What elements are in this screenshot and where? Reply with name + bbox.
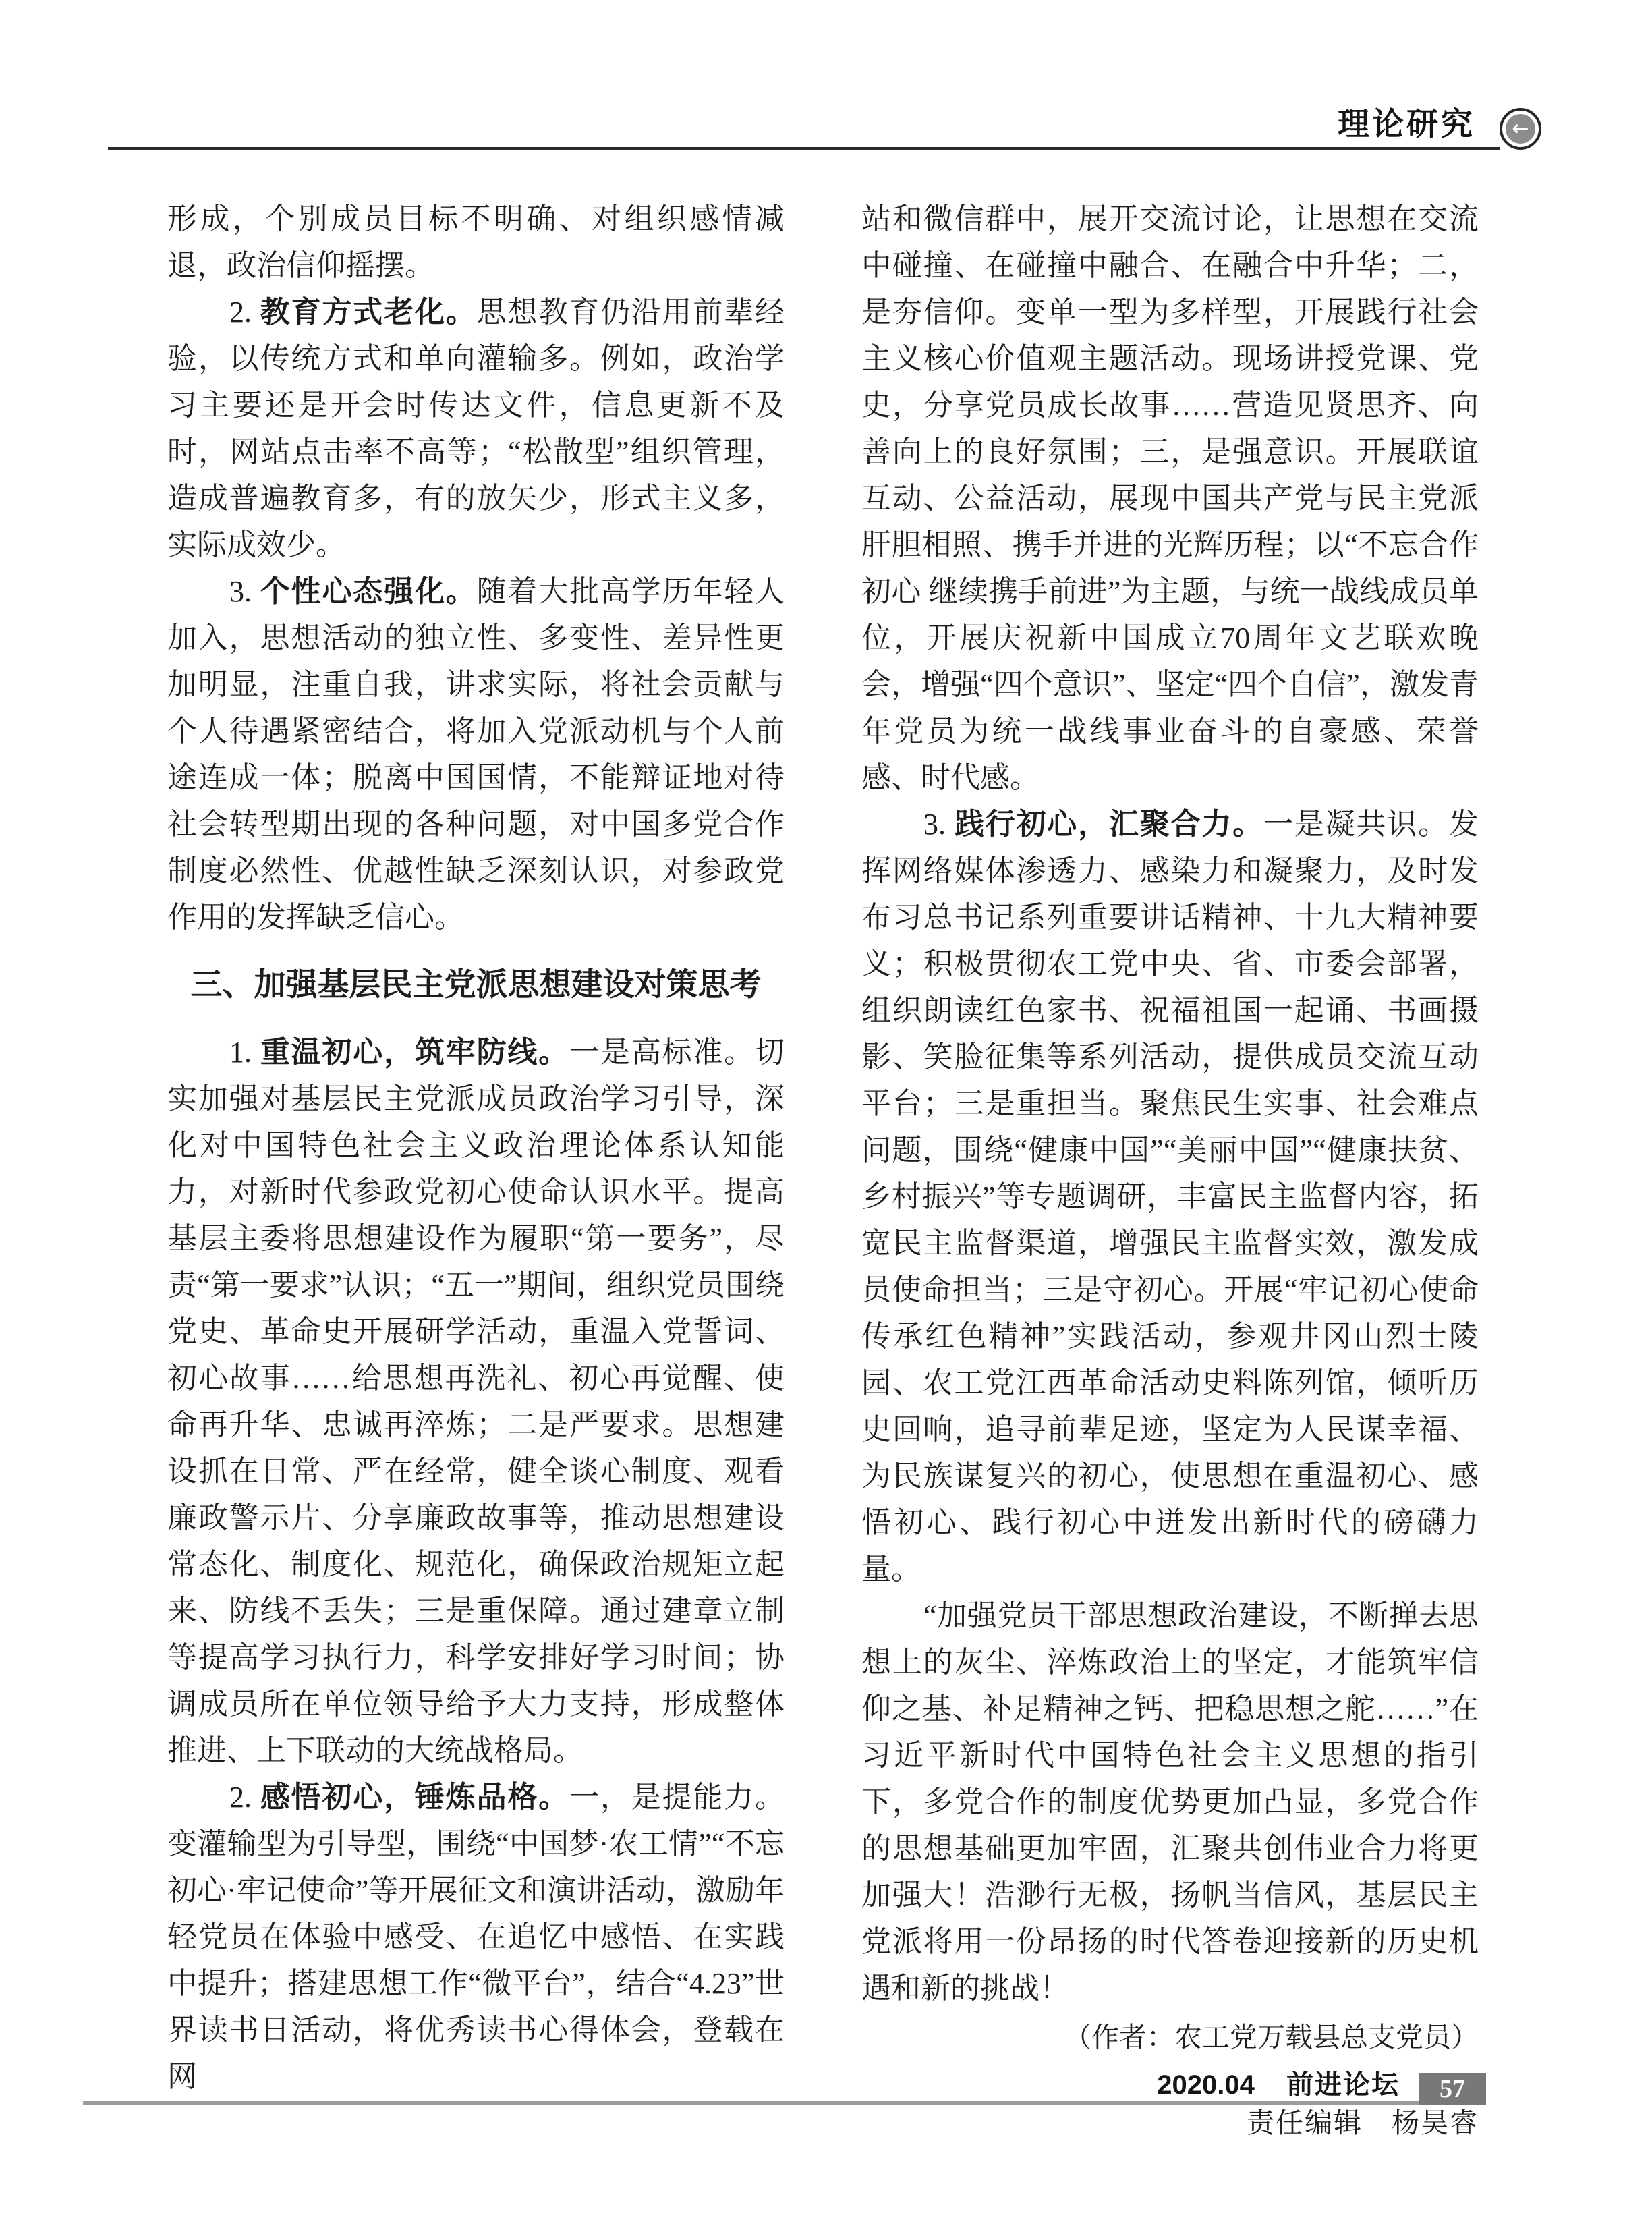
body-paragraph xyxy=(167,1029,785,1774)
journal-title: 前进论坛 xyxy=(1286,2070,1400,2100)
text-run: 3. xyxy=(229,575,260,608)
header-rule xyxy=(108,147,1500,150)
left-arrow-icon: ← xyxy=(1506,114,1535,144)
text-run: 1. xyxy=(229,1036,260,1069)
bold-run: 重温初心，筑牢防线。 xyxy=(260,1036,570,1069)
text-run: 三、加强基层民主党派思想建设对策思考 xyxy=(190,966,762,1002)
editor-credit xyxy=(861,2100,1479,2146)
bold-run: 教育方式老化。 xyxy=(260,296,477,329)
text-run: 2. xyxy=(229,296,260,329)
footer-rule xyxy=(83,2101,1419,2105)
text-run: 责任编辑 杨昊睿 xyxy=(1247,2107,1479,2139)
body-paragraph xyxy=(861,196,1479,801)
text-run: （作者：农工党万载县总支党员） xyxy=(1064,2021,1479,2053)
text-run: 站和微信群中，展开交流讨论，让思想在交流中碰撞、在碰撞中融合、在融合中升华；二，是夯信仰。变单一型为多样型，开展践行社会主义核心价值观主题活动。现场讲授党课、党史，分享党员成长故事……营造见贤思齐、向善向上的良好氛围；三，是强意识。开展联谊互动、公益活动，展现中国共产党与民主党派肝胆相照、携手并进的光辉历程；以“不忘合作初心 继续携手前进”为主题，与统一战线成员单位，开展庆祝新中国成立70周年文艺联欢晚会，增强“四个意识”、坚定“四个自信”，激发青年党员为统一战线事业奋斗的自豪感、荣誉感、时代感。 xyxy=(861,202,1479,794)
text-run: 一，是提能力。变灌输型为引导型，围绕“中国梦·农工情”“不忘初心·牢记使命”等开展征文和演讲活动，激励年轻党员在体验中感受、在追忆中感悟、在实践中提升；搭建思想工作“微平台”，结合“4.23”世界读书日活动，将优秀读书心得体会，登载在网 xyxy=(167,1781,785,2093)
text-run: 2. xyxy=(229,1781,260,1814)
text-run: 形成，个别成员目标不明确、对组织感情减退，政治信仰摇摆。 xyxy=(167,202,785,282)
section-heading xyxy=(167,961,785,1007)
page-number-badge: 57 xyxy=(1419,2073,1486,2105)
body-paragraph xyxy=(167,196,785,289)
bold-run: 感悟初心，锤炼品格。 xyxy=(260,1781,570,1814)
body-paragraph xyxy=(861,1592,1479,2011)
text-run: 思想教育仍沿用前辈经验，以传统方式和单向灌输多。例如，政治学习主要还是开会时传达文件，信息更新不及时，网站点击率不高等；“松散型”组织管理，造成普遍教育多，有的放矢少，形式主义多，实际成效少。 xyxy=(167,296,785,561)
text-run: 3. xyxy=(923,808,955,841)
issue-number: 2020.04 xyxy=(1157,2070,1255,2100)
bold-run: 个性心态强化。 xyxy=(260,575,477,608)
body-paragraph xyxy=(167,568,785,941)
left-column xyxy=(167,196,785,2146)
text-run: 一是凝共识。发挥网络媒体渗透力、感染力和凝聚力，及时发布习总书记系列重要讲话精神、十九大精神要义；积极贯彻农工党中央、省、市委会部署，组织朗读红色家书、祝福祖国一起诵、书画摄影、笑脸征集等系列活动，提供成员交流互动平台；三是重担当。聚焦民生实事、社会难点问题，围绕“健康中国”“美丽中国”“健康扶贫、乡村振兴”等专题调研，丰富民主监督内容，拓宽民主监督渠道，增强民主监督实效，激发成员使命担当；三是守初心。开展“牢记初心使命 传承红色精神”实践活动，参观井冈山烈士陵园、农工党江西革命活动史料陈列馆，倾听历史回响，追寻前辈足迹，坚定为人民谋幸福、为民族谋复兴的初心，使思想在重温初心、感悟初心、践行初心中迸发出新时代的磅礴力量。 xyxy=(861,808,1479,1586)
text-run: 一是高标准。切实加强对基层民主党派成员政治学习引导，深化对中国特色社会主义政治理论体系认知能力，对新时代参政党初心使命认识水平。提高基层主委将思想建设作为履职“第一要务”，尽责“第一要求”认识；“五一”期间，组织党员围绕党史、革命史开展研学活动，重温入党誓词、初心故事……给思想再洗礼、初心再觉醒、使命再升华、忠诚再淬炼；二是严要求。思想建设抓在日常、严在经常，健全谈心制度、观看廉政警示片、分享廉政故事等，推动思想建设常态化、制度化、规范化，确保政治规矩立起来、防线不丢失；三是重保障。通过建章立制等提高学习执行力，科学安排好学习时间；协调成员所在单位领导给予大力支持，形成整体推进、上下联动的大统战格局。 xyxy=(167,1036,785,1767)
body-paragraph xyxy=(167,289,785,568)
text-run: 随着大批高学历年轻人加入，思想活动的独立性、多变性、差异性更加明显，注重自我，讲求实际，将社会贡献与个人待遇紧密结合，将加入党派动机与个人前途连成一体；脱离中国国情，不能辩证地对待社会转型期出现的各种问题，对中国多党合作制度必然性、优越性缺乏深刻认识，对参政党作用的发挥缺乏信心。 xyxy=(167,575,785,934)
author-credit xyxy=(861,2014,1479,2061)
body-paragraph xyxy=(167,1774,785,2100)
back-arrow-circle-icon xyxy=(1500,108,1541,150)
article-body xyxy=(167,196,1479,2146)
text-run: “加强党员干部思想政治建设，不断掸去思想上的灰尘、淬炼政治上的坚定，才能筑牢信仰之基、补足精神之钙、把稳思想之舵……”在习近平新时代中国特色社会主义思想的指引下，多党合作的制度优势更加凸显，多党合作的思想基础更加牢固，汇聚共创伟业合力将更加强大！浩渺行无极，扬帆当信风，基层民主党派将用一份昂扬的时代答卷迎接新的历史机遇和新的挑战！ xyxy=(861,1599,1479,2005)
bold-run: 践行初心，汇聚合力。 xyxy=(954,808,1264,841)
right-column xyxy=(861,196,1479,2146)
footer-imprint xyxy=(1157,2069,1400,2101)
section-label: 理论研究 xyxy=(1338,106,1475,142)
body-paragraph xyxy=(861,801,1479,1592)
